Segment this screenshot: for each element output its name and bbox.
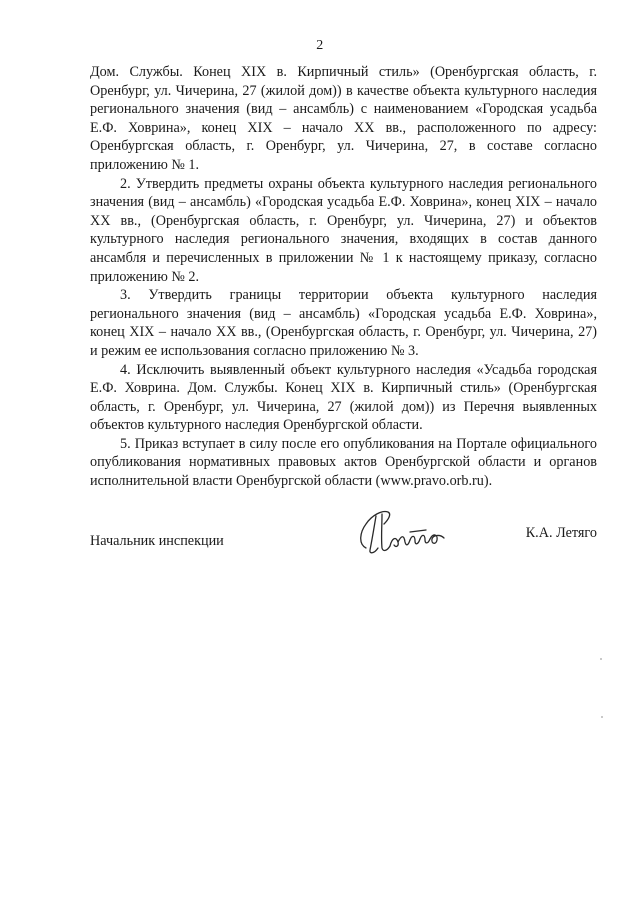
paragraph-3: 3. Утвердить границы территории объекта культурного наследия регионального значения (вид – ансамбль) «Городская усадьба Е.Ф. Ховрина», конец XIX – начало XX вв., (Оренбургская область, г. Оренбург, ул. Чичерина, 27) и режим ее использования согласно приложению № 3. bbox=[90, 287, 597, 359]
signatory-title: Начальник инспекции bbox=[90, 533, 224, 549]
paragraph-4: 4. Исключить выявленный объект культурного наследия «Усадьба городская Е.Ф. Ховрина. Дом. Службы. Конец XIX в. Кирпичный стиль» (Оренбургская область, г. Оренбург, ул. Чичерина, 27 (жилой дом)) из Перечня выявленных объектов культурного наследия Оренбургской области. bbox=[90, 361, 597, 434]
document-body bbox=[90, 63, 597, 491]
signatory-name: К.А. Летяго bbox=[525, 525, 597, 541]
page-number: 2 bbox=[316, 38, 324, 53]
handwritten-signature bbox=[352, 502, 462, 562]
paragraph-2: 2. Утвердить предметы охраны объекта культурного наследия регионального значения (вид – ансамбль) «Городская усадьба Е.Ф. Ховрина», конец XIX – начало XX вв., (Оренбургская область, г. Оренбург, ул. Чичерина, 27) и объектов культурного наследия регионального значения, входящих в состав данного ансамбля и перечисленных в приложении № 1 к настоящему приказу, согласно приложению № 2. bbox=[90, 175, 597, 285]
scan-speck bbox=[600, 658, 602, 660]
paragraph-5: 5. Приказ вступает в силу после его опубликования на Портале официального опубликования нормативных правовых актов Оренбургской области и органов исполнительной власти Оренбургской области (www.pravo.orb.ru). bbox=[90, 435, 597, 490]
signature-block bbox=[90, 520, 597, 570]
scan-speck bbox=[601, 716, 603, 718]
paragraph-1: Дом. Службы. Конец XIX в. Кирпичный стиль» (Оренбургская область, г. Оренбург, ул. Чичерина, 27 (жилой дом)) в качестве объекта культурного наследия регионального значения (вид – ансамбль) с наименованием «Городская усадьба Е.Ф. Ховрина», конец XIX – начало XX вв., расположенного по адресу: Оренбургская область, г. Оренбург, ул. Чичерина, 27, в составе согласно приложению № 1. bbox=[90, 64, 597, 173]
